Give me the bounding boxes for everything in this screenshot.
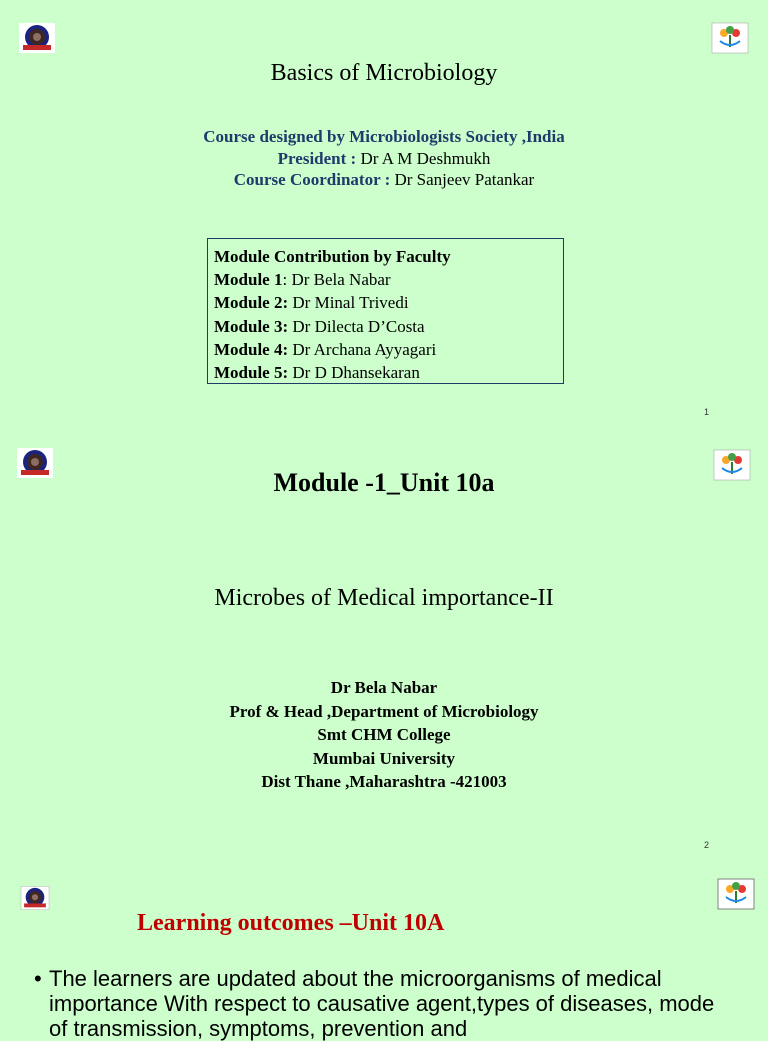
society-emblem-icon (21, 886, 49, 910)
learning-outcome-bullet (34, 966, 734, 1041)
module-row: Module 1: Dr Bela Nabar (214, 270, 391, 290)
president-label: President : (277, 149, 357, 168)
coordinator-name: Dr Sanjeev Patankar (390, 170, 535, 189)
coordinator-line (0, 170, 768, 190)
faculty-heading: Module Contribution by Faculty (214, 247, 451, 266)
bullet-icon: • (34, 966, 42, 991)
president-name: Dr A M Deshmukh (356, 149, 491, 168)
page-number: 1 (704, 407, 710, 417)
tree-hands-logo-icon (712, 23, 748, 53)
learning-outcomes-heading: Learning outcomes –Unit 10A (137, 910, 445, 936)
module-title: Module -1_Unit 10a (273, 468, 495, 497)
course-designed-by: Course designed by Microbiologists Society ,India (203, 127, 565, 146)
coordinator-label: Course Coordinator : (233, 170, 391, 189)
course-title: Basics of Microbiology (270, 60, 498, 86)
module-row: Module 5: Dr D Dhansekaran (214, 363, 420, 383)
tree-hands-logo-icon (718, 878, 754, 910)
author-line: Prof & Head ,Department of Microbiology (229, 701, 539, 721)
author-block (0, 676, 768, 794)
author-line: Dist Thane ,Maharashtra -421003 (261, 772, 507, 791)
bullet-text: The learners are updated about the microorganisms of medical importance With respect to causative agent,types of diseases, mode of transmission, symptoms, prevention and (49, 966, 715, 1041)
author-line: Mumbai University (312, 748, 456, 768)
module-row: Module 4: Dr Archana Ayyagari (214, 339, 437, 359)
author-line: Smt CHM College (317, 725, 451, 744)
slide-3 (0, 858, 768, 1041)
president-line (0, 149, 768, 169)
unit-subtitle: Microbes of Medical importance-II (214, 585, 554, 611)
page-number: 2 (704, 840, 710, 850)
module-row: Module 3: Dr Dilecta D’Costa (214, 316, 425, 336)
slide-1 (0, 0, 768, 426)
module-row: Module 2: Dr Minal Trivedi (214, 293, 409, 313)
author-line: Dr Bela Nabar (330, 678, 438, 697)
society-emblem-icon (19, 23, 55, 53)
slide-2 (0, 426, 768, 858)
faculty-contribution-box (207, 238, 564, 384)
